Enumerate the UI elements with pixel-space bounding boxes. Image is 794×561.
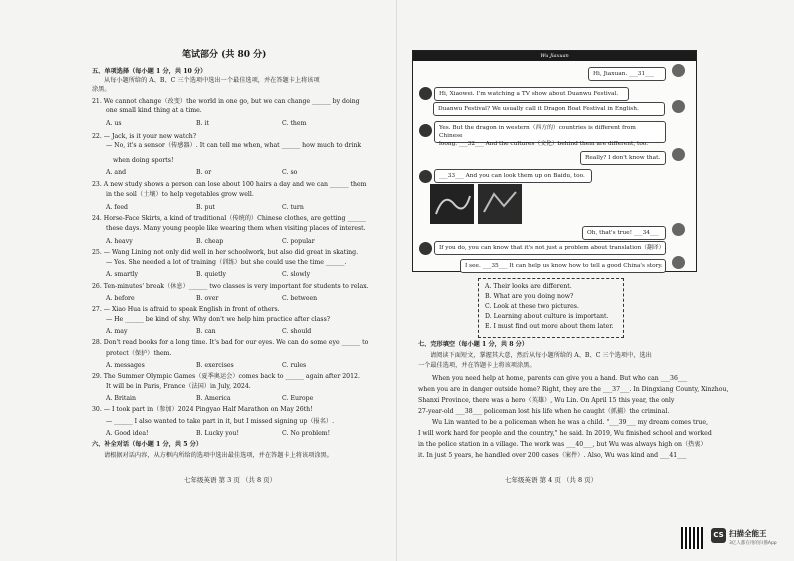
avatar-jiaxuan xyxy=(672,100,685,113)
section-6-heading: 六、补全对话（每小题 1 分，共 5 分） xyxy=(92,441,203,448)
passage-line-6: I will work hard for people and the country," he said. In 2019, Wu finished school and worked xyxy=(418,430,712,437)
question-26: 26. Ten-minutes' break（休息）______ two classes is very important for students to relax. xyxy=(92,283,369,290)
section-5-instructions-2: 涂黑。 xyxy=(92,86,111,93)
passage-line-4: 27-year-old ___38___ policeman lost his life when he caught（抓捕）the criminal. xyxy=(418,408,670,415)
option-a: A. Their looks are different. xyxy=(485,283,572,290)
scanner-app-name: 扫描全能王 xyxy=(729,529,767,538)
chat-bubble-2: Hi, Xiaowei. I'm watching a TV show about Duanwu Festival. xyxy=(434,87,629,101)
question-22-line2: — No, it's a sensor（传感器）. It can tell me when, what ______ how much to drink xyxy=(106,142,362,149)
chat-bubble-4 xyxy=(434,121,666,147)
chat-bubble-6: ___33___ And you can look them up on Baidu, too. xyxy=(434,169,592,183)
passage-line-7: in the police station in a village. The work was ___40___, but Wu was always high on（热衷） xyxy=(418,441,707,448)
avatar-xiaowei xyxy=(419,170,432,183)
question-23: 23. A new study shows a person can lose about 100 hairs a day and we can ______ them xyxy=(92,181,367,188)
passage-line-1: When you need help at home, parents can give you a hand. But who can ___36___ xyxy=(432,375,688,382)
chat-bubble-1: Hi, Jiaxuan. ___31___ xyxy=(588,67,666,81)
question-28-line2: protect（保护）them. xyxy=(106,350,172,357)
option-c: C. Look at these two pictures. xyxy=(485,303,579,310)
option-d: D. Learning about culture is important. xyxy=(485,313,609,320)
camscanner-logo: CS xyxy=(711,528,726,543)
question-30: 30. — I took part in（参加）2024 Pingyao Half Marathon on May 26th! xyxy=(92,406,313,413)
qr-code-icon xyxy=(681,527,703,549)
q21-option-c: C. them xyxy=(282,120,307,127)
passage-line-3: Shanxi Province, there was a hero（英雄）, Wu Lin. On April 15 this year, the only xyxy=(418,397,675,404)
chat-bubble-4-line1: Yes. But the dragon in western（西方的）countries is different from Chinese xyxy=(439,125,636,139)
scanner-tagline: 3亿人都在用的扫描App xyxy=(729,541,777,546)
avatar-jiaxuan xyxy=(672,148,685,161)
page-footer-3: 七年级英语 第 3 页 （共 8 页） xyxy=(184,476,277,484)
chat-bubble-9: I see. ___35___ It can help us know how to tell a good China's story. xyxy=(460,259,666,273)
q23-option-b: B. put xyxy=(196,204,215,211)
options-box xyxy=(478,278,624,338)
q28-option-a: A. messages xyxy=(106,362,145,369)
q24-option-a: A. heavy xyxy=(106,238,133,245)
q26-option-c: C. between xyxy=(282,295,318,302)
q22-option-c: C. so xyxy=(282,169,298,176)
question-28: 28. Don't read books for a long time. It's bad for our eyes. We can do some eye ______ to xyxy=(92,339,369,346)
question-21-line2: one small kind thing at a time. xyxy=(106,107,202,114)
option-b: B. What are you doing now? xyxy=(485,293,574,300)
section-7-instructions-2: 一个最佳选项，并在答题卡上将该项涂黑。 xyxy=(418,362,536,369)
q28-option-c: C. rules xyxy=(282,362,307,369)
dragon-loong-pictures xyxy=(430,184,522,224)
q29-option-c: C. Europe xyxy=(282,395,314,402)
passage-line-8: it. In just 5 years, he handled over 200 cases（案件）. Also, Wu was kind and ___41___ xyxy=(418,452,687,459)
chat-bubble-5: Really? I don't know that. xyxy=(580,151,666,165)
q29-option-a: A. Britain xyxy=(106,395,137,402)
question-30-line2: — ______ I also wanted to take part in it, but I missed signing up（报名）. xyxy=(106,418,335,425)
question-29-line2: It will be in Paris, France（法国）in July, 2024. xyxy=(106,383,251,390)
section-7-instructions: 请阅读下面短文，掌握其大意，然后从每小题所给的 A、B、C 三个选项中，选出 xyxy=(430,352,652,359)
question-22: 22. — Jack, is it your new watch? xyxy=(92,133,197,140)
q25-option-b: B. quietly xyxy=(196,271,227,278)
page-footer-4: 七年级英语 第 4 页 （共 8 页） xyxy=(505,476,598,484)
section-5-instructions: 从每小题所给的 A、B、C 三个选项中选出一个最佳选项，并在答题卡上将该项 xyxy=(104,77,320,84)
question-21: 21. We cannot change（改变）the world in one go, but we can change ______ by doing xyxy=(92,98,360,105)
question-24: 24. Horse-Face Skirts, a kind of traditional（传统的）Chinese clothes, are getting ______ xyxy=(92,215,367,222)
chat-bubble-4-line2: loong. ___32___ And the cultures（文化）behind them are different, too. xyxy=(439,141,649,147)
q24-option-b: B. cheap xyxy=(196,238,224,245)
avatar-xiaowei xyxy=(419,242,432,255)
section-5-heading: 五、单项选择（每小题 1 分，共 10 分） xyxy=(92,68,207,75)
paper-title: 笔试部分 (共 80 分) xyxy=(182,50,267,60)
q27-option-a: A. may xyxy=(106,328,128,335)
q21-option-b: B. it xyxy=(196,120,209,127)
q26-option-b: B. over xyxy=(196,295,219,302)
question-27-line2: — He ______ be kind of shy. Why don't we help him practice after class? xyxy=(106,316,331,323)
q27-option-c: C. should xyxy=(282,328,312,335)
question-25: 25. — Wang Lining not only did well in her schoolwork, but also did great in skating. xyxy=(92,249,359,256)
question-24-line2: these days. Many young people like wearing them when visiting places of interest. xyxy=(106,225,366,232)
q29-option-b: B. America xyxy=(196,395,231,402)
question-23-line2: in the soil（土壤）to help vegetables grow well. xyxy=(106,191,254,198)
avatar-xiaowei xyxy=(419,124,432,137)
q24-option-c: C. popular xyxy=(282,238,315,245)
q30-option-b: B. Lucky you! xyxy=(196,430,239,437)
q22-option-a: A. and xyxy=(106,169,127,176)
option-e: E. I must find out more about them later. xyxy=(485,323,614,330)
q27-option-b: B. can xyxy=(196,328,216,335)
q25-option-c: C. slowly xyxy=(282,271,311,278)
q30-option-c: C. No problem! xyxy=(282,430,331,437)
question-27: 27. — Xiao Hua is afraid to speak English in front of others. xyxy=(92,306,280,313)
chat-bubble-3: Duanwu Festival? We usually call it Dragon Boat Festival in English. xyxy=(433,102,665,116)
q21-option-a: A. us xyxy=(106,120,122,127)
avatar-jiaxuan xyxy=(672,223,685,236)
q30-option-a: A. Good idea! xyxy=(106,430,149,437)
question-29: 29. The Summer Olympic Games（夏季奥运会）comes back to ______ again after 2012. xyxy=(92,373,360,380)
chat-header: Wu Jiaxuan xyxy=(413,51,696,61)
q22-option-b: B. or xyxy=(196,169,212,176)
q28-option-b: B. exercises xyxy=(196,362,234,369)
q23-option-a: A. feed xyxy=(106,204,128,211)
section-7-heading: 七、完形填空（每小题 1 分，共 8 分） xyxy=(418,341,529,348)
section-6-instructions: 请根据对话内容，从方框内所给的选项中选出最佳选项，并在答题卡上将该项涂黑。 xyxy=(104,452,333,459)
avatar-jiaxuan xyxy=(672,256,685,269)
q23-option-c: C. turn xyxy=(282,204,304,211)
q25-option-a: A. smartly xyxy=(106,271,139,278)
q26-option-a: A. before xyxy=(106,295,135,302)
passage-line-5: Wu Lin wanted to be a policeman when he was a child. "___39___ my dream comes true, xyxy=(432,419,709,426)
question-25-line2: — Yes. She needed a lot of training（训练）but she could use the time ______. xyxy=(106,259,347,266)
question-22-line3: when doing sports! xyxy=(113,157,174,164)
passage-line-2: when you are in danger outside home? Right, they are the ___37___. In Dingxiang County, Xinzhou, xyxy=(418,386,729,393)
avatar-jiaxuan xyxy=(672,64,685,77)
avatar-xiaowei xyxy=(419,87,432,100)
chat-bubble-7: Oh, that's true! ___34___ xyxy=(582,226,666,240)
chat-bubble-8: If you do, you can know that it's not just a problem about translation（翻译）. xyxy=(434,241,666,255)
